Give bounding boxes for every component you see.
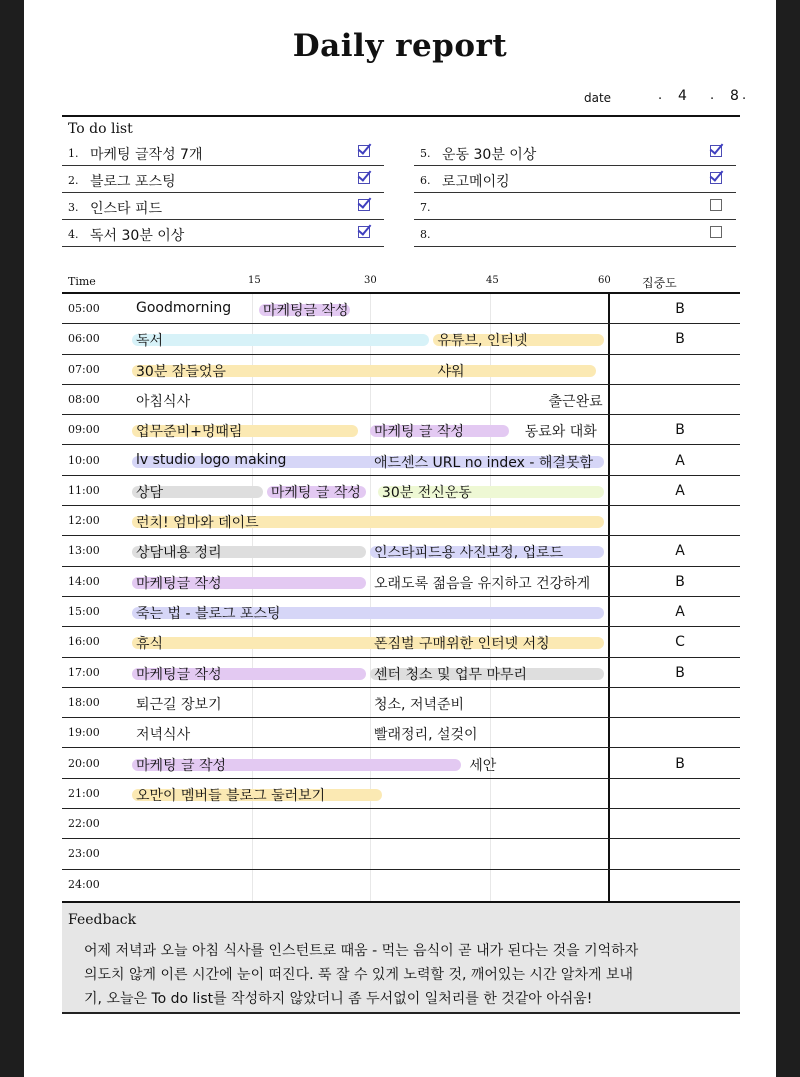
focus-grade: A — [675, 543, 685, 560]
schedule-row — [62, 536, 740, 566]
time-label: Time — [68, 275, 96, 288]
todo-checkbox[interactable] — [358, 226, 370, 238]
schedule-row — [62, 688, 740, 718]
hour-label: 24:00 — [68, 877, 100, 891]
activity-text: 아침식사 — [136, 393, 191, 410]
schedule-row — [62, 839, 740, 869]
hour-label: 07:00 — [68, 362, 100, 376]
hour-label: 22:00 — [68, 817, 100, 831]
focus-grade: B — [675, 755, 685, 772]
todo-number: 7. — [420, 201, 431, 214]
schedule-row — [62, 779, 740, 809]
todo-number: 1. — [68, 147, 79, 160]
activity-text: 빨래정리, 설겆이 — [374, 727, 478, 744]
hour-label: 16:00 — [68, 635, 100, 649]
report-page — [24, 0, 776, 1077]
activity-text: 폰짐벌 구매위한 인터넷 서칭 — [374, 636, 550, 653]
todo-number: 5. — [420, 147, 431, 160]
activity-text: lv studio logo making — [136, 451, 287, 468]
todo-checkbox[interactable] — [710, 172, 722, 184]
activity-text: Goodmorning — [136, 300, 232, 316]
schedule-row — [62, 506, 740, 536]
focus-grade: A — [675, 482, 685, 499]
date-field — [584, 88, 747, 108]
todo-item — [62, 167, 384, 193]
todo-number: 8. — [420, 228, 431, 241]
schedule-row — [62, 446, 740, 476]
schedule-row — [62, 476, 740, 506]
focus-grade: B — [675, 664, 685, 681]
focus-grade: B — [675, 573, 685, 590]
minute-marker: 15 — [248, 275, 261, 286]
todo-number: 3. — [68, 201, 79, 214]
date-dot: . — [658, 88, 663, 103]
todo-item — [62, 140, 384, 166]
focus-grade: B — [675, 301, 685, 317]
activity-text: 샤워 — [437, 363, 465, 380]
activity-text: 동료와 대화 — [524, 424, 597, 441]
activity-text: 마케팅글 작성 — [136, 575, 222, 592]
schedule-row — [62, 294, 740, 324]
todo-item — [414, 194, 736, 220]
activity-text: 마케팅 글 작성 — [136, 757, 227, 774]
focus-grade: B — [675, 422, 685, 439]
activity-text: 유튜브, 인터넷 — [437, 333, 528, 350]
activity-text: 출근완료 — [548, 393, 603, 410]
todo-checkbox[interactable] — [710, 226, 722, 238]
schedule-row — [62, 415, 740, 445]
schedule-row — [62, 870, 740, 900]
schedule-row — [62, 385, 740, 415]
todo-checkbox[interactable] — [358, 172, 370, 184]
activity-text: 마케팅 글 작성 — [374, 424, 465, 441]
hour-label: 20:00 — [68, 756, 100, 770]
todo-item — [414, 140, 736, 166]
activity-text: 상담내용 정리 — [136, 545, 222, 562]
todo-number: 2. — [68, 174, 79, 187]
activity-text: 휴식 — [136, 636, 164, 653]
focus-grade: B — [675, 331, 685, 348]
activity-text: 청소, 저녁준비 — [374, 696, 465, 713]
hour-label: 12:00 — [68, 514, 100, 528]
activity-text: 저녁식사 — [136, 727, 191, 744]
todo-list — [62, 115, 740, 247]
todo-checkbox[interactable] — [358, 145, 370, 157]
date-dot: . — [710, 88, 715, 103]
todo-checkbox[interactable] — [358, 199, 370, 211]
hour-label: 19:00 — [68, 726, 100, 740]
activity-text: 30분 잠들었음 — [136, 363, 226, 380]
minute-marker: 60 — [598, 275, 611, 286]
activity-text: 오래도록 젊음을 유지하고 건강하게 — [374, 575, 591, 592]
schedule-row — [62, 809, 740, 839]
activity-text: 상담 — [136, 484, 164, 501]
activity-text: 업무준비+멍때림 — [136, 424, 243, 441]
feedback-section — [62, 903, 740, 1014]
schedule-row — [62, 355, 740, 385]
focus-grade: C — [675, 634, 685, 651]
todo-text: 마케팅 글작성 7개 — [90, 147, 203, 163]
hour-label: 11:00 — [68, 483, 100, 497]
page-title: Daily report — [292, 28, 508, 64]
todo-text: 블로그 포스팅 — [90, 174, 176, 190]
activity-text: 인스타피드용 사진보정, 업로드 — [374, 545, 564, 562]
schedule-grid — [62, 292, 740, 903]
hour-label: 23:00 — [68, 847, 100, 861]
activity-text: 퇴근길 장보기 — [136, 696, 222, 713]
schedule-header — [62, 272, 740, 292]
schedule-row — [62, 597, 740, 627]
todo-checkbox[interactable] — [710, 145, 722, 157]
activity-text: 런치! 엄마와 데이트 — [136, 515, 259, 532]
todo-text: 인스타 피드 — [90, 201, 163, 217]
todo-text: 운동 30분 이상 — [442, 147, 537, 163]
todo-text: 로고메이킹 — [442, 174, 510, 190]
activity-text: 세안 — [469, 757, 497, 774]
feedback-line: 기, 오늘은 To do list를 작성하지 않았더니 좀 두서없이 일처리를 한 것같아 아쉬움! — [84, 991, 593, 1007]
feedback-line: 의도치 않게 이른 시간에 눈이 떠진다. 푹 잘 수 있게 노력할 것, 깨어있는 시간 알차게 보내 — [84, 967, 633, 983]
hour-label: 13:00 — [68, 544, 100, 558]
activity-highlight — [132, 334, 429, 346]
activity-text: 마케팅 글 작성 — [270, 484, 361, 501]
minute-marker: 30 — [364, 275, 377, 286]
activity-text: 30분 전신운동 — [381, 484, 472, 501]
schedule-row — [62, 749, 740, 779]
activity-text: 죽는 법 - 블로그 포스팅 — [136, 606, 281, 622]
focus-grade: A — [675, 452, 685, 469]
hour-label: 09:00 — [68, 423, 100, 437]
minute-marker: 45 — [486, 275, 499, 286]
todo-title: To do list — [68, 121, 133, 137]
hour-label: 17:00 — [68, 665, 100, 679]
activity-text: 독서 — [136, 333, 164, 350]
hour-label: 15:00 — [68, 605, 100, 618]
schedule — [62, 272, 740, 903]
hour-label: 05:00 — [68, 302, 100, 315]
hour-label: 10:00 — [68, 453, 100, 467]
date-label: date — [584, 91, 612, 105]
focus-label: 집중도 — [642, 276, 677, 290]
activity-text: 애드센스 URL no index - 해결못함 — [374, 454, 594, 471]
feedback-text — [84, 939, 724, 1011]
date-day: 8 — [730, 88, 739, 104]
activity-text: 센터 청소 및 업무 마무리 — [374, 666, 528, 683]
focus-grade: A — [675, 604, 685, 620]
todo-item — [414, 221, 736, 247]
schedule-row — [62, 718, 740, 748]
activity-text: 마케팅글 작성 — [262, 303, 349, 319]
hour-label: 14:00 — [68, 574, 100, 588]
todo-item — [414, 167, 736, 193]
schedule-row — [62, 567, 740, 597]
hour-label: 21:00 — [68, 786, 100, 800]
schedule-row — [62, 658, 740, 688]
date-dot: . — [742, 88, 747, 103]
schedule-row — [62, 324, 740, 354]
todo-item — [62, 221, 384, 247]
todo-number: 6. — [420, 174, 431, 187]
todo-item — [62, 194, 384, 220]
feedback-title: Feedback — [68, 912, 137, 928]
feedback-line: 어제 저녁과 오늘 아침 식사를 인스턴트로 때움 - 먹는 음식이 곧 내가 된다는 것을 기억하자 — [84, 943, 639, 959]
todo-checkbox[interactable] — [710, 199, 722, 211]
date-month: 4 — [678, 88, 687, 104]
todo-text: 독서 30분 이상 — [90, 228, 185, 244]
todo-number: 4. — [68, 228, 79, 241]
activity-text: 오만이 멤버들 블로그 둘러보기 — [136, 787, 326, 804]
schedule-row — [62, 627, 740, 657]
activity-text: 마케팅글 작성 — [136, 666, 222, 683]
hour-label: 18:00 — [68, 695, 100, 709]
hour-label: 06:00 — [68, 332, 100, 346]
hour-label: 08:00 — [68, 392, 100, 406]
